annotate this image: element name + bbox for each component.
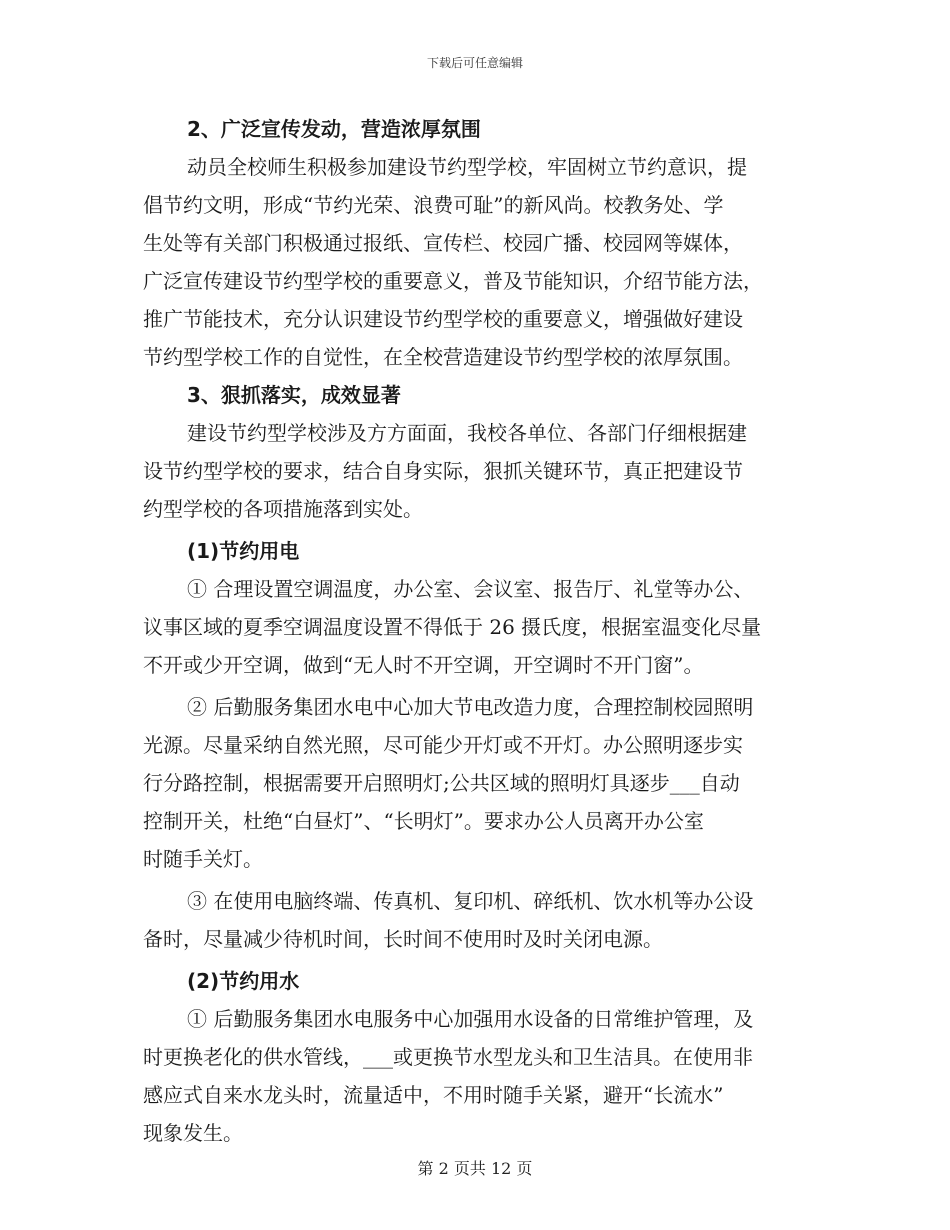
paragraph-line: 建设节约型学校涉及方方面面，我校各单位、各部门仔细根据建 (187, 421, 747, 445)
paragraph-line: 时更换老化的供水管线，___或更换节水型龙头和卫生洁具。在使用非 (143, 1045, 753, 1069)
paragraph-line: 控制开关，杜绝“白昼灯”、“长明灯”。要求办公人员离开办公室 (143, 809, 704, 833)
paragraph-line: 议事区域的夏季空调温度设置不得低于 26 摄氏度，根据室温变化尽量 (143, 615, 762, 639)
paragraph-line: 光源。尽量采纳自然光照，尽可能少开灯或不开灯。办公照明逐步实 (143, 733, 743, 757)
section-heading: 3、狠抓落实，成效显著 (187, 383, 401, 407)
subsection-heading: (1)节约用电 (187, 539, 300, 563)
page-footer: 第 2 页共 12 页 (417, 1159, 533, 1178)
paragraph-line: 倡节约文明，形成“节约光荣、浪费可耻”的新风尚。校教务处、学 (143, 193, 724, 217)
paragraph-line: 推广节能技术，充分认识建设节约型学校的重要意义，增强做好建设 (143, 307, 743, 331)
section-heading: 2、广泛宣传发动，营造浓厚氛围 (187, 117, 481, 141)
paragraph-line: 设节约型学校的要求，结合自身实际，狠抓关键环节，真正把建设节 (143, 459, 743, 483)
paragraph-line: ① 后勤服务集团水电服务中心加强用水设备的日常维护管理，及 (187, 1007, 754, 1031)
paragraph-line: 动员全校师生积极参加建设节约型学校，牢固树立节约意识，提 (187, 155, 747, 179)
paragraph-line: 备时，尽量减少待机时间，长时间不使用时及时关闭电源。 (143, 927, 663, 951)
paragraph-line: ③ 在使用电脑终端、传真机、复印机、碎纸机、饮水机等办公设 (187, 889, 754, 913)
paragraph-line: ② 后勤服务集团水电中心加大节电改造力度，合理控制校园照明 (187, 695, 754, 719)
paragraph-line: 节约型学校工作的自觉性，在全校营造建设节约型学校的浓厚氛围。 (143, 345, 743, 369)
paragraph-line: 感应式自来水龙头时，流量适中，不用时随手关紧，避开“长流水” (143, 1083, 724, 1107)
paragraph-line: 生处等有关部门积极通过报纸、宣传栏、校园广播、校园网等媒体， (143, 231, 743, 255)
paragraph-line: 约型学校的各项措施落到实处。 (143, 497, 423, 521)
paragraph-line: 广泛宣传建设节约型学校的重要意义，普及节能知识，介绍节能方法， (143, 269, 763, 293)
paragraph-line: 不开或少开空调，做到“无人时不开空调，开空调时不开门窗”。 (143, 653, 704, 677)
paragraph-line: 时随手关灯。 (143, 847, 263, 871)
document-body (143, 110, 803, 1152)
paragraph-line: 行分路控制，根据需要开启照明灯;公共区域的照明灯具逐步___自动 (143, 771, 740, 795)
paragraph-line: 现象发生。 (143, 1121, 243, 1145)
subsection-heading: (2)节约用水 (187, 969, 300, 993)
page-header: 下载后可任意编辑 (426, 56, 523, 70)
paragraph-line: ① 合理设置空调温度，办公室、会议室、报告厅、礼堂等办公、 (187, 577, 754, 601)
